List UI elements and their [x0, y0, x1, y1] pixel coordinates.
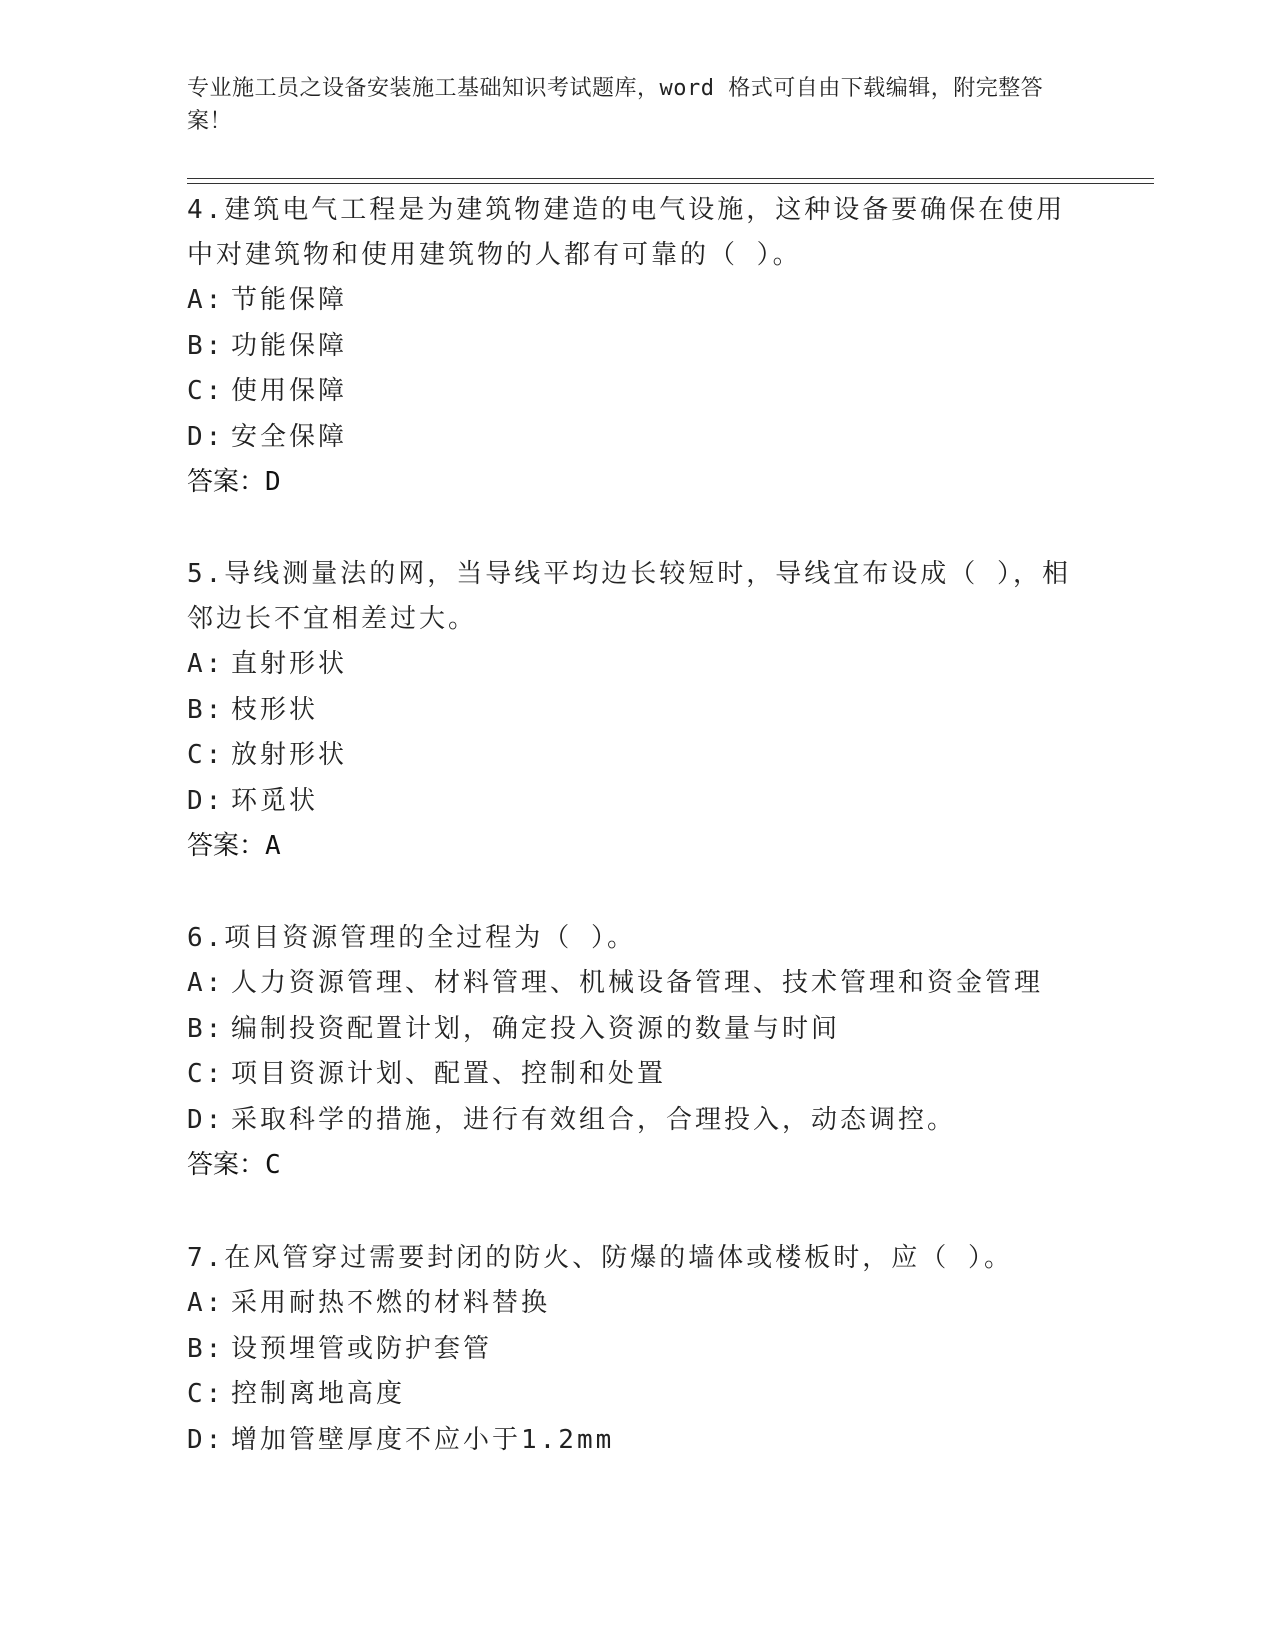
- header-divider-bottom: [187, 183, 1154, 184]
- answer-label: 答案：: [187, 1150, 266, 1180]
- option-letter: D:: [187, 785, 225, 816]
- option-b: [187, 324, 1087, 370]
- option-text: 人力资源管理、材料管理、机械设备管理、技术管理和资金管理: [231, 968, 1044, 998]
- option-letter: A:: [187, 1288, 225, 1318]
- option-text: 放射形状: [231, 740, 348, 770]
- option-text: 编制投资配置计划，确定投入资源的数量与时间: [231, 1013, 841, 1044]
- option-c: [187, 1052, 1087, 1098]
- option-c: [187, 369, 1087, 415]
- option-text: 直射形状: [231, 649, 348, 679]
- answer-line: [187, 460, 1087, 505]
- option-d: [187, 1098, 1087, 1144]
- option-a: [187, 642, 1087, 688]
- option-text: 项目资源计划、配置、控制和处置: [231, 1059, 667, 1089]
- answer-value: C: [265, 1150, 281, 1180]
- option-letter: C:: [187, 740, 225, 770]
- document-intro: 专业施工员之设备安装施工基础知识考试题库，word 格式可自由下载编辑，附完整答案！: [187, 76, 1044, 134]
- option-text: 节能保障: [231, 285, 348, 315]
- option-letter: B:: [187, 1013, 225, 1044]
- answer-label: 答案：: [187, 467, 266, 497]
- option-letter: A:: [187, 968, 225, 998]
- option-a: [187, 961, 1087, 1007]
- answer-line: [187, 824, 1087, 869]
- option-text: 枝形状: [231, 694, 319, 725]
- answer-value: D: [265, 467, 281, 497]
- option-text: 设预埋管或防护套管: [231, 1333, 493, 1364]
- question-7: [187, 1236, 1087, 1463]
- question-4: [187, 188, 1087, 505]
- option-letter: C:: [187, 1379, 225, 1409]
- answer-value: A: [265, 831, 281, 861]
- option-text: 安全保障: [231, 421, 348, 452]
- option-letter: C:: [187, 1059, 225, 1089]
- option-text: 控制离地高度: [231, 1379, 406, 1409]
- question-stem: 6.项目资源管理的全过程为（ ）。: [187, 923, 636, 953]
- option-letter: A:: [187, 285, 225, 315]
- option-b: [187, 1007, 1087, 1053]
- option-c: [187, 733, 1087, 779]
- option-letter: C:: [187, 376, 225, 406]
- option-c: [187, 1372, 1087, 1418]
- option-text: 采取科学的措施，进行有效组合，合理投入，动态调控。: [231, 1104, 957, 1135]
- question-stem: 4.建筑电气工程是为建筑物建造的电气设施，这种设备要确保在使用中对建筑物和使用建筑物的人都有可靠的（ ）。: [187, 195, 1066, 270]
- option-d: [187, 415, 1087, 461]
- option-letter: A:: [187, 649, 225, 679]
- option-text: 环觅状: [231, 785, 319, 816]
- answer-label: 答案：: [187, 831, 266, 861]
- option-text: 功能保障: [231, 330, 348, 361]
- header-divider-top: [187, 178, 1154, 179]
- option-b: [187, 688, 1087, 734]
- option-text: 采用耐热不燃的材料替换: [231, 1288, 551, 1318]
- option-text: 增加管壁厚度不应小于1.2mm: [231, 1424, 615, 1455]
- option-d: [187, 1418, 1087, 1464]
- question-6: [187, 916, 1087, 1188]
- answer-line: [187, 1143, 1087, 1188]
- option-d: [187, 779, 1087, 825]
- option-letter: B:: [187, 694, 225, 725]
- option-letter: B:: [187, 1333, 225, 1364]
- option-letter: B:: [187, 330, 225, 361]
- option-letter: D:: [187, 1104, 225, 1135]
- question-stem: 5.导线测量法的网，当导线平均边长较短时，导线宜布设成（ ），相邻边长不宜相差过大。: [187, 559, 1071, 634]
- option-letter: D:: [187, 421, 225, 452]
- option-text: 使用保障: [231, 376, 348, 406]
- option-a: [187, 278, 1087, 324]
- option-b: [187, 1327, 1087, 1373]
- option-letter: D:: [187, 1424, 225, 1455]
- question-5: [187, 552, 1087, 869]
- question-stem: 7.在风管穿过需要封闭的防火、防爆的墙体或楼板时，应（ ）。: [187, 1243, 1013, 1273]
- option-a: [187, 1281, 1087, 1327]
